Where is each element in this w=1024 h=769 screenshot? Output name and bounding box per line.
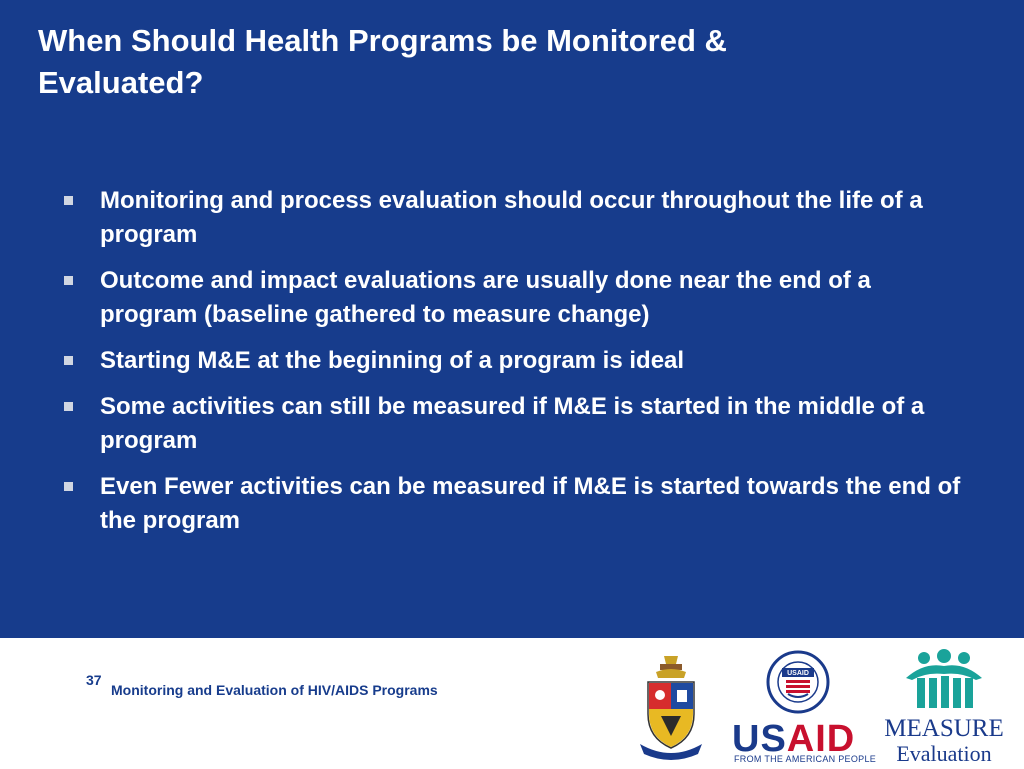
- bullet-item: [62, 390, 962, 458]
- usaid-logo: [730, 648, 877, 766]
- slide-title: [38, 20, 938, 104]
- square-bullet-icon: [64, 196, 73, 205]
- bullet-text: Starting M&E at the beginning of a program is ideal: [100, 347, 685, 374]
- title-line-2: Evaluated?: [38, 65, 204, 100]
- usaid-seal-text: USAID: [787, 670, 809, 677]
- usaid-wordmark-blue: US: [732, 718, 787, 760]
- usaid-tagline: FROM THE AMERICAN PEOPLE: [734, 754, 877, 764]
- bullet-item: [62, 470, 962, 538]
- square-bullet-icon: [64, 402, 73, 411]
- bullet-item: [62, 264, 962, 332]
- usaid-wordmark: [732, 720, 855, 758]
- bullet-text: Some activities can still be measured if M&E is started in the middle of a program: [100, 393, 925, 454]
- measure-wordmark: MEASURE: [884, 715, 1004, 742]
- square-bullet-icon: [64, 276, 73, 285]
- crest-icon: [636, 652, 706, 764]
- usaid-wordmark-red: AID: [786, 718, 856, 760]
- footer-text: Monitoring and Evaluation of HIV/AIDS Programs: [111, 682, 438, 698]
- university-crest-logo: [636, 652, 706, 764]
- bullet-item: [62, 184, 962, 252]
- square-bullet-icon: [64, 356, 73, 365]
- evaluation-wordmark: Evaluation: [896, 741, 992, 766]
- slide-footer: [0, 638, 1024, 768]
- title-line-1: When Should Health Programs be Monitored &: [38, 23, 727, 58]
- page-number: 37: [86, 672, 102, 688]
- square-bullet-icon: [64, 482, 73, 491]
- bullet-list: [62, 184, 962, 550]
- usaid-seal-icon: [730, 648, 865, 718]
- people-icon: [884, 648, 1004, 714]
- bullet-text: Outcome and impact evaluations are usually done near the end of a program (baseline gathered to measure change): [100, 267, 871, 328]
- measure-evaluation-logo: [884, 648, 1004, 766]
- bullet-item: [62, 344, 962, 378]
- bullet-text: Even Fewer activities can be measured if M&E is started towards the end of the program: [100, 473, 961, 534]
- bullet-text: Monitoring and process evaluation should occur throughout the life of a program: [100, 187, 923, 248]
